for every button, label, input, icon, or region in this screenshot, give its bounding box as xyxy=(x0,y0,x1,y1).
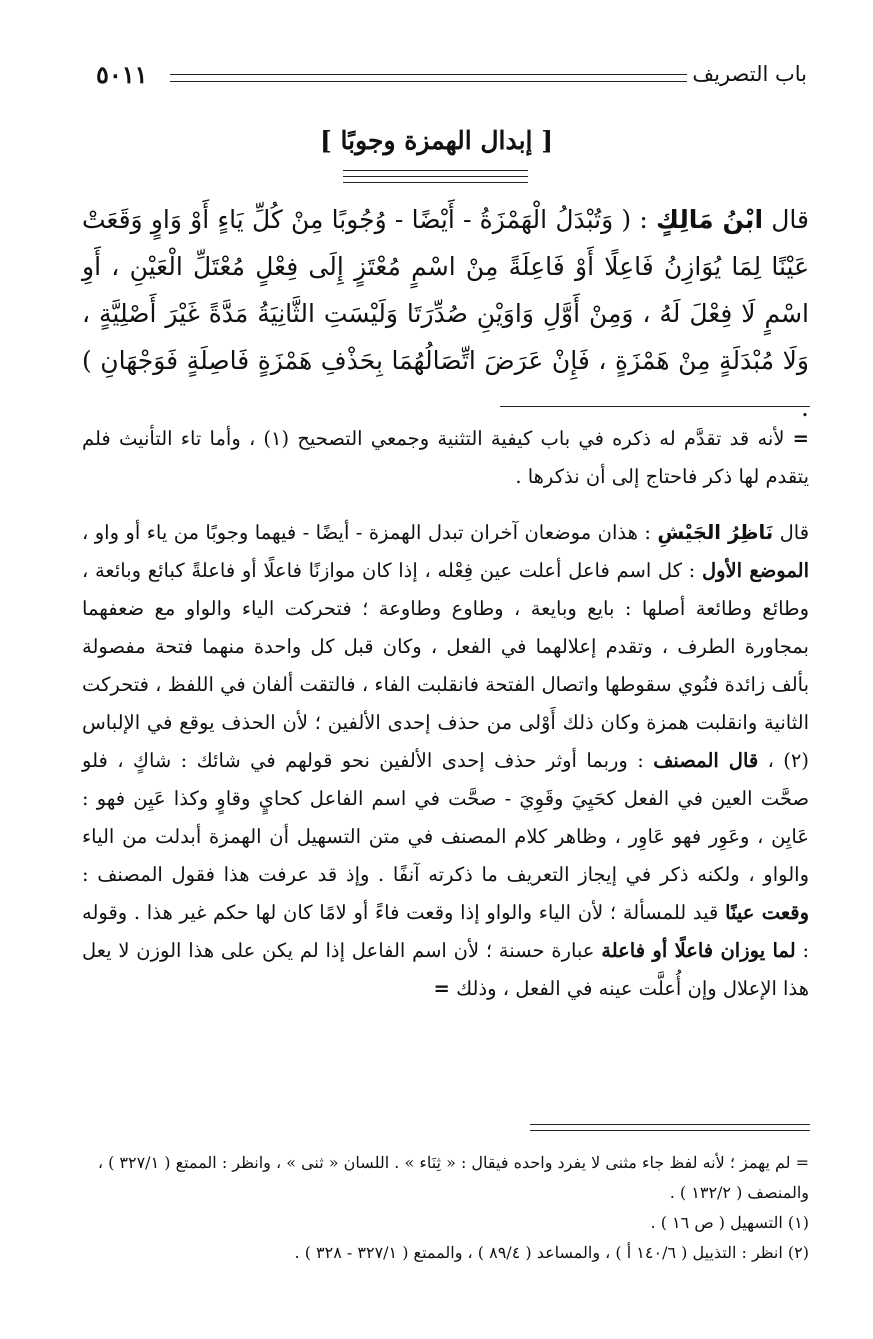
commentary-speaker: نَاظِرُ الجَيْشِ xyxy=(657,521,774,544)
continuation-mark: = xyxy=(792,427,809,450)
verse-speaker: ابْنُ مَالِكٍ xyxy=(656,205,764,234)
commentary-bold-1: الموضع الأول xyxy=(701,559,809,582)
section-title: [ إبدال الهمزة وجوبًا ] xyxy=(319,126,554,155)
commentary-prefix: قال xyxy=(779,521,810,544)
commentary-text-2: : كل اسم فاعل أعلت عين فِعْله ، إذا كان موازنًا فاعلًا أو فاعلةً كبائع وبائعة ، وطائع وطائعة أصلها : بايع وبايعة ، وطاوع وطاوعة ؛ فتحركت الياء والواو مع ضعفهما بمجاورة الطرف ، وتقدم إعلالهما في الفعل ، وكان قبل كل واحدة منهما فتحة مفصولة بألف زائدة فنُوي سقوطها واتصال الفتحة فانقلبت الفاء ، فالتقت ألفان في اللفظ ، فتحركت الثانية وانقلبت همزة وكان ذلك أَوْلى من حذف إحدى الألفين ؛ لأن الحذف يوقع في الإلباس (٢) ، xyxy=(82,559,809,772)
title-underline-2 xyxy=(343,176,528,177)
verse-body: : ( وَتُبْدَلُ الْهَمْزَةُ - أَيْضًا - وُجُوبًا مِنْ كُلِّ يَاءٍ أَوْ وَاوٍ وَقَعَتْ عَيْنًا لِمَا يُوَازِنُ فَاعِلًا أَوْ فَاعِلَةً مِنْ اسْمٍ مُعْتَزٍ إِلَى فِعْلٍ مُعْتَلِّ الْعَيْنِ ، أَوِ اسْمٍ لَا فِعْلَ لَهُ ، وَمِنْ أَوَّلِ وَاوَيْنِ صُدِّرَتَا وَلَيْسَتِ الثَّانِيَةُ مَدَّةً غَيْرَ أَصْلِيَّةٍ ، وَلَا مُبْدَلَةٍ مِنْ هَمْزَةٍ ، فَإِنْ عَرَضَ اتِّصَالُهُمَا بِحَذْفِ هَمْزَةٍ فَاصِلَةٍ فَوَجْهَانِ ) . xyxy=(82,205,809,422)
footnote-2: (٢) انظر : التذييل ( ١٤٠/٦ أ ) ، والمساعد ( ٨٩/٤ ) ، والممتع ( ٣٢٧/١ - ٣٢٨ ) . xyxy=(294,1243,809,1262)
header-rule xyxy=(170,74,687,82)
chapter-title: باب التصريف xyxy=(692,62,807,86)
title-underline-3 xyxy=(343,182,528,183)
running-header xyxy=(96,62,807,96)
footnote-separator-1 xyxy=(530,1124,810,1125)
footnote-separator-2 xyxy=(530,1130,810,1131)
verse-text xyxy=(82,196,809,431)
verse-prefix: قال xyxy=(771,205,809,234)
footnote-1: (١) التسهيل ( ص ١٦ ) . xyxy=(650,1213,809,1232)
commentary-text-3: : وربما أوثر حذف إحدى الألفين نحو قولهم في شائك : شاكٍ ، فلو صحَّت العين في الفعل كحَيِيَ وقَوِيَ - صحَّت في اسم الفاعل كحايٍ وقاوٍ وكذا عَيِن فهو : عَايِن ، وعَوِر فهو عَاوِر ، وظاهر كلام المصنف في متن التسهيل أن الهمزة أبدلت من الياء والواو ، ولكنه ذكر في إيجاز التعريف ما ذكرته آنفًا . وإذ قد عرفت هذا فقول المصنف : xyxy=(82,749,809,886)
title-underline-1 xyxy=(343,170,528,171)
commentary-bold-3: وقعت عينًا xyxy=(725,901,809,924)
footnote-continuation: = لم يهمز ؛ لأنه لفظ جاء مثنى لا يفرد واحده فيقال : « ثِنَاء » . اللسان « ثنى » ، وانظر : الممتع ( ٣٢٧/١ ) ، والمنصف ( ١٣٢/٢ ) . xyxy=(97,1153,809,1202)
commentary-bold-2: قال المصنف xyxy=(653,749,759,772)
commentary-text-1: : هذان موضعان آخران تبدل الهمزة - أيضًا - فيهما وجوبًا من ياء أو واو ، xyxy=(82,521,651,544)
commentary-text-5: عبارة حسنة ؛ لأن اسم الفاعل إذا لم يكن على هذا الوزن لا يعل هذا الإعلال وإن أُعلَّت عينه في الفعل ، وذلك xyxy=(82,939,809,1000)
continuation-paragraph xyxy=(82,420,809,496)
commentary-paragraph xyxy=(82,514,809,1008)
commentary-end-mark: = xyxy=(433,977,450,1000)
continuation-text: لأنه قد تقدَّم له ذكره في باب كيفية التثنية وجمعي التصحيح (١) ، وأما تاء التأنيث فلم يتقدم لها ذكر فاحتاج إلى أن نذكرها . xyxy=(82,427,809,488)
commentary-text-4: قيد للمسألة ؛ لأن الياء والواو إذا وقعت فاءً أو لامًا كان لها حكم غير هذا . وقوله : xyxy=(82,901,810,962)
page-number: ٥٠١١ xyxy=(96,60,148,89)
footnotes xyxy=(82,1148,809,1268)
verse-separator xyxy=(500,406,810,407)
commentary-bold-4: لما يوزان فاعلًا أو فاعلة xyxy=(601,939,796,962)
